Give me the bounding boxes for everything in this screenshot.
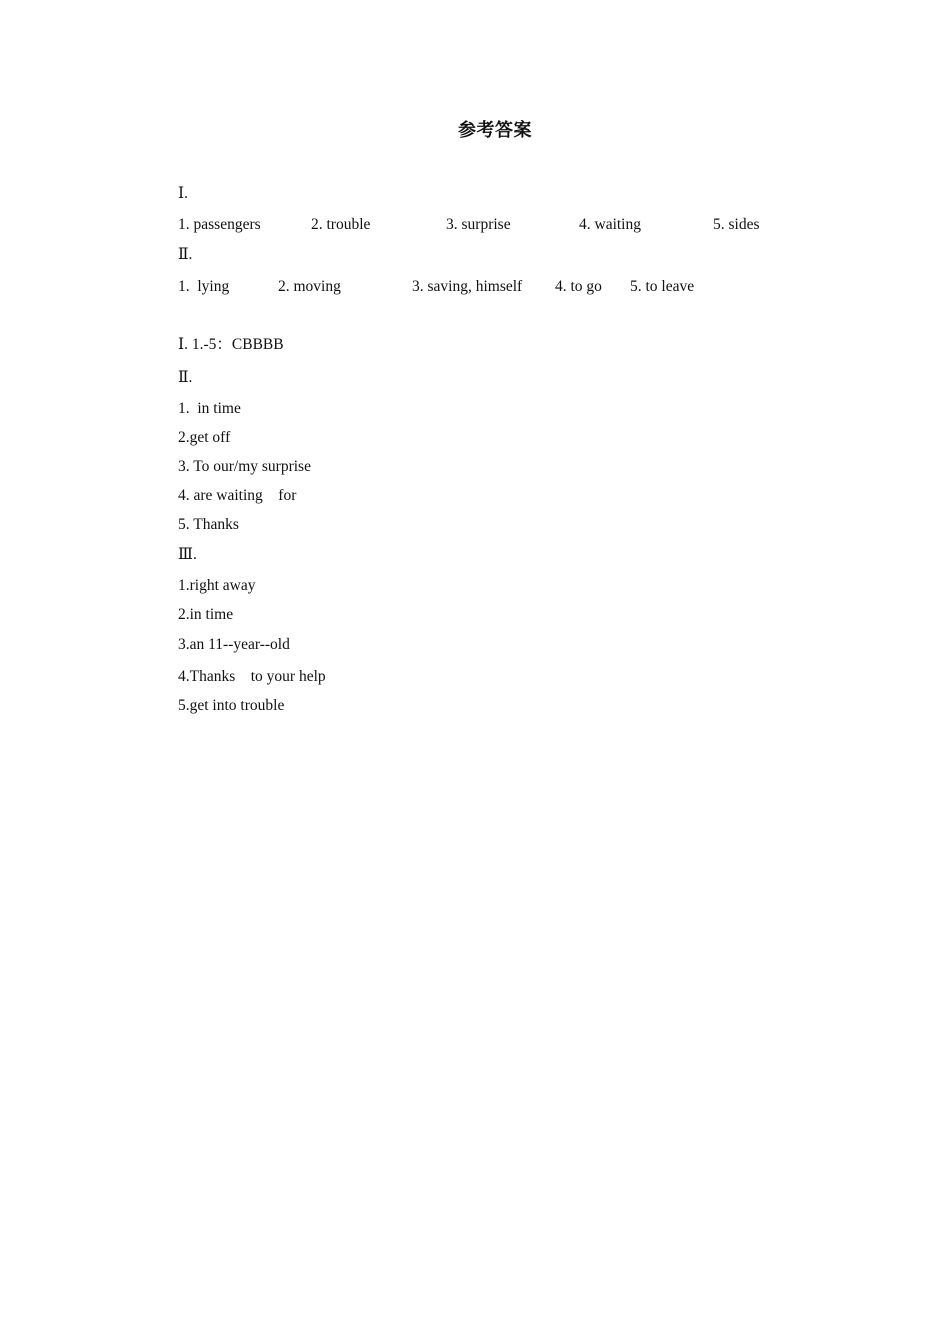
answer-item: 1. in time [178,400,241,417]
page-title: 参考答案 [458,120,532,141]
answer-item: 1. lying [178,278,230,295]
section-heading-3: Ⅲ. [178,546,197,563]
answer-item: 5.get into trouble [178,697,285,714]
answer-item: 2. moving [278,278,341,295]
section-heading-2: Ⅱ. [178,246,193,263]
answer-item: 3.an 11--year--old [178,636,290,653]
answer-item: 2. trouble [311,216,371,233]
section-heading-2b: Ⅱ. [178,369,193,386]
answer-item: 4. are waiting for [178,487,297,504]
answer-item: 5. sides [713,216,760,233]
answer-item: 5. to leave [630,278,695,295]
answer-item: 3. To our/my surprise [178,458,311,475]
mc-answer-line: Ⅰ. 1.-5：CBBBB [178,336,284,353]
answer-item: 5. Thanks [178,516,239,533]
answer-item: 1. passengers [178,216,261,233]
section-heading-1: Ⅰ. [178,185,188,202]
answer-item: 4. waiting [579,216,641,233]
answer-item: 4.Thanks to your help [178,668,326,685]
answer-item: 2.in time [178,606,234,623]
answer-item: 1.right away [178,577,256,594]
answer-item: 3. surprise [446,216,511,233]
answer-item: 4. to go [555,278,602,295]
answer-item: 3. saving, himself [412,278,523,295]
answer-item: 2.get off [178,429,231,446]
